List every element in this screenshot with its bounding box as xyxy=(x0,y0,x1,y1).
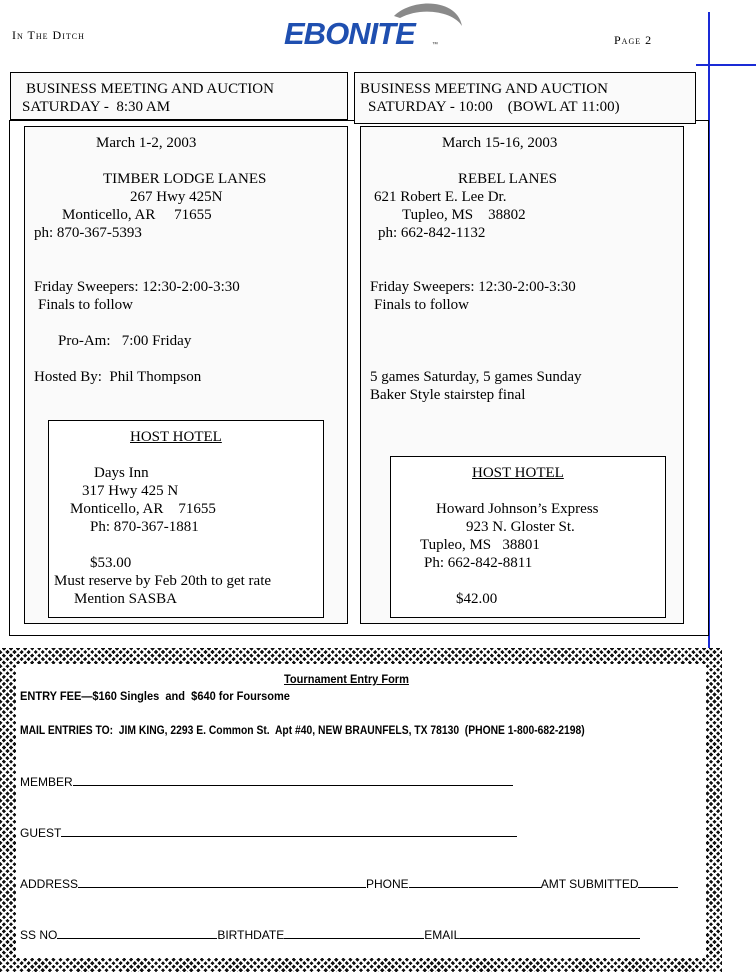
right-hotel-rate: $42.00 xyxy=(456,591,498,607)
right-venue: REBEL LANES xyxy=(458,171,558,187)
left-address2: Monticello, AR 71655 xyxy=(62,207,212,223)
ssno-input[interactable] xyxy=(57,927,217,939)
left-address1: 267 Hwy 425N xyxy=(130,189,223,205)
left-hotel-note2: Mention SASBA xyxy=(74,591,177,607)
ebonite-logo xyxy=(282,0,472,56)
left-phone: ph: 870-367-5393 xyxy=(34,225,142,241)
left-title-line2: SATURDAY - 8:30 AM xyxy=(22,99,171,115)
member-field[interactable] xyxy=(20,774,513,789)
right-title-line1: BUSINESS MEETING AND AUCTION xyxy=(360,81,608,97)
left-venue: TIMBER LODGE LANES xyxy=(103,171,267,187)
birthdate-label: BIRTHDATE xyxy=(217,928,285,942)
right-final-style: Baker Style stairstep final xyxy=(370,387,526,403)
left-hotel-address1: 317 Hwy 425 N xyxy=(82,483,179,499)
phone-input[interactable] xyxy=(409,876,541,888)
right-hotel-heading: HOST HOTEL xyxy=(472,465,564,481)
left-title-line1: BUSINESS MEETING AND AUCTION xyxy=(26,81,274,97)
page-number: Page 2 xyxy=(614,33,653,47)
ssno-row xyxy=(20,927,640,942)
entry-form-title: Tournament Entry Form xyxy=(284,672,409,686)
member-label: MEMBER xyxy=(20,775,73,789)
birthdate-input[interactable] xyxy=(284,927,424,939)
entry-fee: ENTRY FEE—$160 Singles and $640 for Foursome xyxy=(20,689,290,703)
email-input[interactable] xyxy=(460,927,640,939)
right-address2: Tupleo, MS 38802 xyxy=(402,207,526,223)
guest-input[interactable] xyxy=(61,825,517,837)
left-finals: Finals to follow xyxy=(38,297,134,313)
left-proam: Pro-Am: 7:00 Friday xyxy=(58,333,192,349)
right-address1: 621 Robert E. Lee Dr. xyxy=(374,189,507,205)
left-sweepers: Friday Sweepers: 12:30-2:00-3:30 xyxy=(34,279,240,295)
entry-form xyxy=(16,664,706,958)
right-hotel-address1: 923 N. Gloster St. xyxy=(466,519,575,535)
right-sweepers: Friday Sweepers: 12:30-2:00-3:30 xyxy=(370,279,576,295)
right-finals: Finals to follow xyxy=(374,297,470,313)
address-label: ADDRESS xyxy=(20,877,79,891)
address-row xyxy=(20,876,678,891)
left-hotel-name: Days Inn xyxy=(94,465,149,481)
right-hotel-phone: Ph: 662-842-8811 xyxy=(424,555,533,571)
left-dates: March 1-2, 2003 xyxy=(96,135,197,151)
left-hotel-rate: $53.00 xyxy=(90,555,132,571)
left-hotel-heading: HOST HOTEL xyxy=(130,429,222,445)
left-hotel-note1: Must reserve by Feb 20th to get rate xyxy=(54,573,272,589)
left-hotel-address2: Monticello, AR 71655 xyxy=(70,501,216,517)
amt-submitted-label: AMT SUBMITTED xyxy=(540,877,639,891)
member-input[interactable] xyxy=(73,774,513,786)
phone-label: PHONE xyxy=(366,877,409,891)
right-phone: ph: 662-842-1132 xyxy=(378,225,486,241)
logo-trademark: ™ xyxy=(432,42,438,48)
guest-field[interactable] xyxy=(20,825,517,840)
email-label: EMAIL xyxy=(424,928,461,942)
right-hotel-name: Howard Johnson’s Express xyxy=(436,501,599,517)
right-title-line2: SATURDAY - 10:00 (BOWL AT 11:00) xyxy=(368,99,620,115)
right-hotel-address2: Tupleo, MS 38801 xyxy=(420,537,540,553)
logo-text: EBONITE xyxy=(284,16,415,51)
amt-submitted-input[interactable] xyxy=(638,876,678,888)
horizontal-rule xyxy=(696,64,756,66)
guest-label: GUEST xyxy=(20,826,62,840)
right-dates: March 15-16, 2003 xyxy=(442,135,558,151)
right-games: 5 games Saturday, 5 games Sunday xyxy=(370,369,582,385)
mail-entries: MAIL ENTRIES TO: JIM KING, 2293 E. Common St. Apt #40, NEW BRAUNFELS, TX 78130 (PHONE 1-800-682-2198) xyxy=(20,723,585,737)
ssno-label: SS NO xyxy=(20,928,58,942)
left-hosted-by: Hosted By: Phil Thompson xyxy=(34,369,202,385)
left-hotel-phone: Ph: 870-367-1881 xyxy=(90,519,199,535)
address-input[interactable] xyxy=(78,876,366,888)
newsletter-name: In The Ditch xyxy=(12,28,85,42)
